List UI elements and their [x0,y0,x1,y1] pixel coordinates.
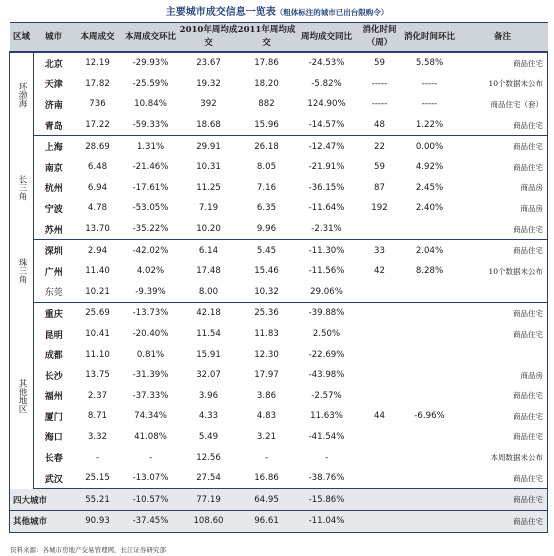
note-cell: 商品住宅 [458,157,548,178]
weekly-2011-cell: 25.36 [254,308,279,319]
header-note: 备注 [458,23,548,53]
volume-cell: 2.94 [87,245,108,256]
city-cell: 重庆 [44,309,63,320]
weekly-yoy-cell: -2.31% [296,219,358,240]
table-row [10,74,548,95]
region-cell: 其他地区 [10,303,34,489]
summary-label: 四大城市 [10,489,74,511]
digest-mom-cell [402,365,458,386]
header-volume: 本周成交 [74,23,122,53]
volume-cell: 10.41 [85,329,110,340]
table-row [10,303,548,324]
region-cell: 环渤海 [10,52,34,136]
weekly-2010-cell: 29.91 [196,141,221,152]
digest-weeks-cell: ----- [371,99,388,110]
digest-weeks-cell [358,489,402,511]
table-row [10,344,548,365]
note-cell: 商品住宅 [458,324,548,345]
volume-cell: 13.70 [74,219,122,240]
city-transactions-table [9,22,548,533]
weekly-2010-cell: 18.68 [180,115,238,136]
digest-mom-cell [402,324,458,345]
weekly-2011-cell: 10.32 [238,282,296,303]
volume-cell: 6.94 [87,182,108,193]
volume-mom-cell: -29.93% [132,58,169,69]
weekly-2010-cell: 27.54 [180,468,238,489]
table-row [10,447,548,468]
note-cell: 10个数据未公布 [458,261,548,282]
header-digest-mom: 消化时间环比 [402,23,458,53]
weekly-2011-cell: 3.21 [256,431,277,442]
header-weekly-2010: 2010年周均成交 [180,23,238,53]
digest-mom-cell [402,511,458,533]
weekly-2010-cell: 42.18 [196,308,221,319]
city-cell: 昆明 [44,330,63,341]
weekly-2010-cell: 23.67 [196,58,221,69]
table-row [10,240,548,261]
note-cell: 商品住宅 [458,136,548,157]
table-row [10,115,548,136]
note-cell: 商品住宅 [458,511,548,533]
digest-weeks-cell [358,468,402,489]
volume-mom-cell: -59.33% [122,115,180,136]
weekly-2011-cell: 15.46 [254,266,279,277]
digest-weeks-cell: 59 [374,162,385,173]
note-cell: 商品住宅 [458,240,548,261]
volume-mom-cell: -53.05% [132,203,169,214]
header-weekly-yoy: 周均成交同比 [296,23,358,53]
weekly-2011-cell: 7.16 [256,182,277,193]
weekly-2010-cell: 12.56 [196,452,221,463]
weekly-yoy-cell: -2.57% [311,390,342,401]
volume-cell: - [95,452,100,463]
summary-row [10,511,548,533]
digest-mom-cell [402,489,458,511]
weekly-yoy-cell: -38.76% [296,468,358,489]
volume-mom-cell: -25.59% [132,78,169,89]
table-row [10,219,548,240]
weekly-2010-cell: 17.48 [196,266,221,277]
note-cell: 商品住宅 [458,489,548,511]
city-cell: 厦门 [44,412,63,423]
city-cell: 海口 [44,433,63,444]
weekly-2011-cell: 8.05 [256,162,277,173]
table-title [0,3,554,18]
digest-weeks-cell: 33 [374,245,385,256]
digest-mom-cell: 2.04% [415,245,444,256]
source-note: 资料来源：各城市房地产交易管理网，长江证券研究部 [10,546,166,554]
note-cell: 10个数据未公布 [458,74,548,95]
table-row [10,427,548,448]
note-cell [458,344,548,365]
digest-mom-cell: -6.96% [414,411,445,422]
weekly-yoy-cell: -22.69% [308,349,345,360]
table-row [10,282,548,303]
digest-mom-cell: 2.40% [415,203,444,214]
weekly-yoy-cell: -21.91% [308,162,345,173]
volume-mom-cell: 4.02% [136,266,165,277]
weekly-yoy-cell: 124.90% [307,99,346,110]
digest-mom-cell [402,219,458,240]
weekly-yoy-cell: 2.50% [312,329,341,340]
volume-cell: 12.19 [85,58,110,69]
volume-cell: 11.40 [85,266,110,277]
weekly-2010-cell: 77.19 [180,489,238,511]
volume-cell: 3.32 [87,431,108,442]
volume-cell: 25.69 [85,308,110,319]
table-row [10,365,548,386]
note-cell: 商品房 [458,198,548,219]
title-main: 主要城市成交信息一览表 [165,7,276,18]
volume-mom-cell: 10.84% [134,99,167,110]
digest-weeks-cell: 22 [374,141,385,152]
table-row [10,324,548,345]
weekly-2010-cell: 10.20 [180,219,238,240]
weekly-2011-cell: 882 [258,99,275,110]
weekly-2010-cell: 4.33 [198,411,219,422]
digest-mom-cell [402,447,458,468]
volume-mom-cell: 1.31% [136,141,165,152]
volume-mom-cell: -42.02% [132,245,169,256]
weekly-2010-cell: 5.49 [198,431,219,442]
city-cell: 东莞 [34,282,74,303]
city-cell: 武汉 [34,468,74,489]
note-cell: 商品住宅 [458,406,548,427]
weekly-yoy-cell: -15.86% [296,489,358,511]
title-sub: （粗体标注的城市已出台限购令） [275,8,389,17]
note-cell: 商品住宅 [458,386,548,407]
weekly-2010-cell: 7.19 [198,203,219,214]
digest-mom-cell: ----- [421,99,438,110]
city-cell: 福州 [44,392,63,403]
header-city: 城市 [34,23,74,53]
volume-cell: 6.48 [87,162,108,173]
table-row [10,136,548,157]
weekly-2011-cell: 17.97 [254,370,279,381]
weekly-2011-cell: 6.35 [256,203,277,214]
volume-cell: 8.71 [87,411,108,422]
table-row [10,52,548,74]
table-body [10,52,548,532]
volume-cell: 55.21 [74,489,122,511]
note-cell: 商品住宅 [458,52,548,74]
note-cell: 商品房 [458,178,548,199]
digest-weeks-cell [358,511,402,533]
weekly-2011-cell: 4.83 [256,411,277,422]
volume-cell: 28.69 [85,141,110,152]
weekly-2010-cell: 108.60 [180,511,238,533]
weekly-2010-cell: 11.54 [196,329,221,340]
city-cell: 济南 [44,100,63,111]
city-cell: 广州 [44,267,63,278]
weekly-yoy-cell: -41.54% [308,431,345,442]
weekly-2010-cell: 3.96 [198,390,219,401]
volume-cell: 11.10 [85,349,110,360]
weekly-2010-cell: 392 [200,99,217,110]
city-cell: 南京 [44,163,63,174]
volume-cell: 2.37 [87,390,108,401]
region-cell: 珠三角 [10,240,34,303]
volume-mom-cell: -21.46% [132,162,169,173]
digest-weeks-cell: 44 [374,411,385,422]
digest-weeks-cell [358,447,402,468]
region-cell: 长三角 [10,136,34,240]
note-cell: 商品房 [458,365,548,386]
volume-cell: 736 [89,99,106,110]
digest-mom-cell [402,303,458,324]
table-row [10,406,548,427]
note-cell: 商品住宅（套） [458,94,548,115]
digest-weeks-cell [358,427,402,448]
digest-weeks-cell [358,365,402,386]
volume-mom-cell: -9.39% [122,282,180,303]
digest-weeks-cell: 59 [374,58,385,69]
weekly-yoy-cell: -5.82% [311,78,342,89]
digest-weeks-cell: 192 [371,203,388,214]
digest-weeks-cell: 42 [374,266,385,277]
weekly-yoy-cell: - [324,452,329,463]
city-cell: 天津 [44,80,63,91]
digest-weeks-cell [358,282,402,303]
weekly-2010-cell: 11.25 [196,182,221,193]
table-row [10,157,548,178]
volume-mom-cell: -37.33% [132,390,169,401]
weekly-2011-cell: 96.61 [238,511,296,533]
header-volume-mom: 本周成交环比 [122,23,180,53]
note-cell [458,282,548,303]
weekly-2010-cell: 19.32 [196,78,221,89]
volume-cell: 4.78 [87,203,108,214]
digest-weeks-cell: 48 [358,115,402,136]
weekly-yoy-cell: -39.88% [308,308,345,319]
digest-weeks-cell [358,303,402,324]
weekly-2011-cell: 3.86 [256,390,277,401]
weekly-yoy-cell: -11.64% [308,203,345,214]
volume-mom-cell: -13.07% [122,468,180,489]
digest-mom-cell: 4.92% [415,162,444,173]
weekly-2011-cell: 5.45 [256,245,277,256]
city-cell: 苏州 [34,219,74,240]
city-cell: 长春 [44,454,63,465]
volume-mom-cell: -35.22% [122,219,180,240]
weekly-2010-cell: 32.07 [196,370,221,381]
digest-mom-cell: 2.45% [415,182,444,193]
volume-cell: 25.15 [74,468,122,489]
digest-mom-cell: 1.22% [402,115,458,136]
weekly-2011-cell: - [264,452,269,463]
weekly-2010-cell: 6.14 [198,245,219,256]
table-row [10,178,548,199]
table-row [10,94,548,115]
digest-weeks-cell: ----- [371,78,388,89]
weekly-2011-cell: 9.96 [238,219,296,240]
digest-mom-cell: 8.28% [415,266,444,277]
city-cell: 杭州 [44,184,63,195]
volume-mom-cell: -20.40% [132,329,169,340]
digest-weeks-cell [358,219,402,240]
digest-weeks-cell [358,386,402,407]
volume-mom-cell: 41.08% [134,431,167,442]
weekly-2011-cell: 26.18 [254,141,279,152]
volume-cell: 90.93 [74,511,122,533]
header-region: 区域 [10,23,34,53]
weekly-2011-cell: 18.20 [254,78,279,89]
weekly-2010-cell: 8.00 [180,282,238,303]
weekly-2010-cell: 15.91 [196,349,221,360]
header-weekly-2011: 2011年周均成交 [238,23,296,53]
weekly-2011-cell: 11.83 [254,329,279,340]
weekly-2011-cell: 15.96 [238,115,296,136]
weekly-yoy-cell: -43.98% [308,370,345,381]
weekly-yoy-cell: -12.47% [308,141,345,152]
volume-cell: 13.75 [85,370,110,381]
volume-cell: 17.82 [85,78,110,89]
digest-mom-cell: 0.00% [415,141,444,152]
city-cell: 深圳 [44,247,63,258]
volume-mom-cell: -13.73% [132,308,169,319]
volume-cell: 17.22 [74,115,122,136]
volume-mom-cell: 0.81% [136,349,165,360]
weekly-yoy-cell: -11.30% [308,245,345,256]
note-cell: 商品住宅 [458,468,548,489]
digest-weeks-cell: 87 [374,182,385,193]
note-cell: 本周数据未公布 [458,447,548,468]
volume-mom-cell: - [148,452,153,463]
summary-row [10,489,548,511]
city-cell: 北京 [44,59,63,70]
city-cell: 宁波 [44,204,63,215]
digest-mom-cell [402,468,458,489]
digest-weeks-cell [358,344,402,365]
digest-mom-cell [402,386,458,407]
volume-mom-cell: 74.34% [134,411,167,422]
weekly-2011-cell: 64.95 [238,489,296,511]
weekly-2011-cell: 12.30 [254,349,279,360]
weekly-yoy-cell: 29.06% [296,282,358,303]
weekly-2011-cell: 17.86 [254,58,279,69]
digest-mom-cell: 5.58% [415,58,444,69]
table-row [10,198,548,219]
digest-mom-cell [402,344,458,365]
weekly-yoy-cell: -11.04% [296,511,358,533]
volume-cell: 10.21 [74,282,122,303]
note-cell: 商品住宅 [458,427,548,448]
header-digest-weeks: 消化时间（周） [358,23,402,53]
note-cell: 商品住宅 [458,115,548,136]
volume-mom-cell: -17.61% [132,182,169,193]
weekly-yoy-cell: -14.57% [296,115,358,136]
digest-mom-cell [402,427,458,448]
table-row [10,468,548,489]
note-cell: 商品住宅 [458,219,548,240]
volume-mom-cell: -10.57% [122,489,180,511]
weekly-2011-cell: 16.86 [238,468,296,489]
summary-label: 其他城市 [10,511,74,533]
weekly-2010-cell: 10.31 [196,162,221,173]
note-cell: 商品住宅 [458,303,548,324]
city-cell: 长沙 [44,371,63,382]
table-row [10,261,548,282]
weekly-yoy-cell: -36.15% [308,182,345,193]
volume-mom-cell: -37.45% [122,511,180,533]
digest-weeks-cell [358,324,402,345]
weekly-yoy-cell: -24.53% [308,58,345,69]
digest-mom-cell [402,282,458,303]
weekly-yoy-cell: 11.63% [310,411,343,422]
digest-mom-cell: ----- [421,78,438,89]
table-row [10,386,548,407]
volume-mom-cell: -31.39% [132,370,169,381]
weekly-yoy-cell: -11.56% [308,266,345,277]
city-cell: 成都 [44,351,63,362]
city-cell: 上海 [44,143,63,154]
city-cell: 青岛 [34,115,74,136]
header-row [10,23,548,53]
